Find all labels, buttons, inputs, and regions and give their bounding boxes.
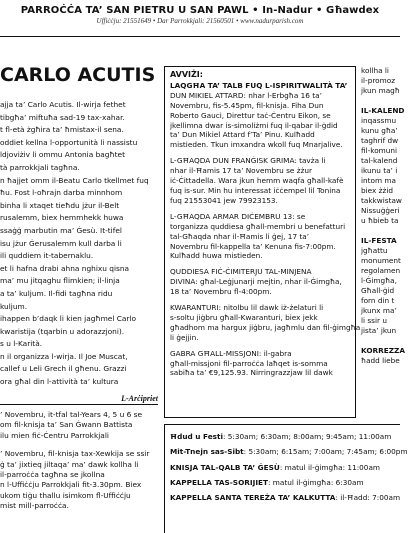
article-line: ma’ mu jitqaghu flimkien; il-linja — [0, 276, 120, 286]
notice-line: Novembru, fis-5.45pm, fil-knisja. Fiha Dun — [170, 100, 324, 110]
notice-line: mist mill-parroċċa. — [0, 501, 69, 511]
notice-line: 18 ta’ Novembru fl-4:00pm. — [170, 287, 272, 297]
notices-heading: AVVIŻI: — [170, 70, 203, 79]
right-line: monument — [361, 256, 401, 265]
article-line: ħu. Fost l-oħrajn darba minnhom — [0, 188, 123, 198]
right-line: ħadd liebe — [361, 356, 400, 365]
right-line: u ħbieb ta — [361, 216, 399, 225]
mass-row — [170, 444, 408, 459]
right-line: jgħattu — [361, 246, 388, 255]
right-line: KORREZZA — [361, 346, 405, 355]
notice-line: għadhom ma hargux jiġbru, jagħmlu dan fil-ġimgħa — [170, 322, 361, 332]
notice-line: ġ ta’ jixtieq jiltaqa’ ma’ dawk kollha li — [0, 459, 139, 469]
notice-line: ilu mien fiċ-Ċentru Parrokkjali — [0, 430, 109, 440]
notice-line: il-parroċċa tagħna se jkollna — [0, 470, 105, 480]
article-line: tibgħa’ miftuħa sad-19 tax-xahar. — [0, 112, 125, 122]
article-line: t fl-età żgħira ta’ ħmistax-il sena. — [0, 125, 124, 135]
right-line: takkwistaw — [361, 196, 402, 205]
column-rule — [0, 404, 158, 405]
mass-times: : matul il-ġimgħa: 11:00am — [279, 462, 381, 472]
mass-times: : 5:30am; 6:30am; 8:00am; 9:45am; 11:00am — [223, 432, 392, 441]
right-line: li ssir u — [361, 316, 387, 325]
mass-row — [170, 475, 400, 490]
article-title: CARLO ACUTIS — [0, 64, 156, 86]
right-line: il-promoz — [361, 76, 396, 85]
notice-line: L-GĦAQDA DUN FRANĠISK GRIMA: tavża li — [170, 156, 326, 166]
notice-line: ta’ Dun Mikiel Attard f’Ta’ Pinu. Kulħadd — [170, 130, 315, 140]
mass-label: Mit-Tnejn sas-Sibt — [170, 447, 244, 457]
notice-line: iċ-Ċittadella. Wara jkun hemm waqfa għall-kafè — [170, 176, 344, 186]
notice-line: QUDDIESA FIĊ-ĊIMITERJU TAL-MINJENA — [170, 267, 312, 277]
right-line: taghrif dw — [361, 136, 399, 145]
notice-line: ukom tiġu thallu isimkom fl-Uffiċċju — [0, 490, 131, 500]
right-line: Għall-ġid — [361, 286, 395, 295]
right-line: jkunx ma’ — [361, 306, 397, 315]
mass-times: : 5:30am; 6:15am; 7:00am; 7:45am; 6:00pm — [243, 447, 408, 457]
notice-line: L-GĦAQDA ARMAR DIĊEMBRU 13: se — [170, 211, 306, 221]
article-line: callef u Leli Grech il għenu. Grazzi — [0, 364, 127, 374]
article-line: ajja ta’ Carlo Acutis. Il-wirja fethet — [0, 100, 126, 109]
header-rule — [0, 36, 400, 37]
mass-label: KAPPELLA TAS-SORIJIET — [170, 477, 268, 487]
right-line: kollha li — [361, 66, 389, 75]
mass-row — [170, 429, 400, 444]
notice-item — [170, 156, 350, 206]
notice-line: Kulħadd huwa mistieden. — [170, 251, 263, 261]
article-line: ora għal din l-attività ta’ kultura — [0, 377, 119, 387]
right-line: kunu għa’ — [361, 126, 398, 135]
article-line: ili quddiem it-tabernaklu. — [0, 251, 94, 261]
article-line: s u l-Karità. — [0, 339, 43, 349]
notice-item — [170, 303, 361, 343]
notice-line: nhar il-Ħamis 17 ta’ Novembru se żżur — [170, 166, 313, 176]
notice-line: ’ Novembru, it-tfal tal-Years 4, 5 u 6 se — [0, 410, 143, 419]
mass-label: Ħdud u Festi — [170, 432, 223, 441]
article-line: kwaristija (tqarbin u adorazzjoni). — [0, 326, 125, 336]
newsletter-header — [0, 0, 400, 34]
right-line: l-Ġimgħa, — [361, 276, 397, 285]
notice-line: fuq 21553041 jew 79923153. — [170, 195, 278, 205]
notice-line: DIVINA: għal-Leġjunarji mejtin, nhar il-Ġimgħa, — [170, 277, 342, 287]
notice-line: DUN MIKIEL ATTARD: nhar l-Erbgħa 16 ta’ — [170, 90, 322, 100]
right-line: IL-FESTA — [361, 236, 397, 245]
notice-item — [170, 81, 350, 150]
notice-line: jkellimna dwar is-simoliżmi fuq il-qabar il-ġdid — [170, 120, 338, 130]
article-line: ihappen b’daqk li kien jagħmel Carlo — [0, 314, 137, 324]
notice-item — [170, 212, 350, 262]
notice-line: KWARANTURI: nitolbu lil dawk iż-żelaturi li — [170, 303, 324, 313]
right-line: jista’ jkun — [361, 326, 397, 335]
article-line: rusalemm, biex hemmhekk huwa — [0, 213, 124, 223]
notices-box — [164, 66, 361, 418]
notice-line: tal-Għaqda nhar il-Ħamis li ġej, 17 ta’ — [170, 231, 310, 241]
notices-column — [0, 410, 158, 520]
notice-line: ’ Novembru, fil-knisja tax-Xewkija se ssir — [0, 449, 150, 459]
mass-times-box — [164, 424, 408, 533]
right-line — [361, 336, 400, 346]
article-signature: L-Arċipriet — [121, 394, 158, 403]
notice-line: għall-missjoni fil-parroċċa laħqet is-somma — [170, 358, 328, 368]
article-column — [0, 64, 158, 404]
right-line: regolamen — [361, 266, 401, 275]
right-line: fil-komuni — [361, 146, 398, 155]
notice-line: torganizza quddiesa għall-membri u benefatturi — [170, 221, 346, 231]
notice-line: mistieden. Tkun imxandra wkoll fuq Mnarjalive. — [170, 140, 343, 150]
mass-times: : il-Ħadd: 7:00am — [335, 493, 401, 503]
notice-line: Novembru fil-kappella ta’ Kenuna fis-7:00pm. — [170, 241, 336, 251]
article-line: oddiet kellna l-opportunità li nassistu — [0, 137, 138, 147]
mass-row — [170, 490, 400, 505]
notice-item — [170, 267, 350, 297]
article-line: ssaġġ marbutin ma’ Ġesù. It-tifel — [0, 225, 122, 235]
article-line: isu jżur Ġerusalemm kull darba li — [0, 238, 122, 248]
right-line: intom ma — [361, 176, 396, 185]
right-line — [361, 226, 400, 236]
article-line: binha li xtaqet tieħdu jżur il-Belt — [0, 200, 120, 210]
article-line: kuljum. — [0, 301, 28, 311]
right-line: Nissuġġeri — [361, 206, 400, 215]
notice-line: li ġejjin. — [170, 332, 199, 342]
notice-line: LAQGĦA TA’ TALB FUQ L-ISPIRITWALITÀ TA’ — [170, 80, 348, 90]
article-line: et li hafna drabi ahna nghixu qisna — [0, 263, 130, 273]
right-line: biex żżid — [361, 186, 393, 195]
mass-times: : matul il-ġimgħa: 6:30am — [268, 477, 364, 487]
notice-line: sabiħa ta’ €9,125.93. Nirringrazzjaw lil dawk — [170, 368, 333, 378]
notice-line: om fil-knisja ta’ San Ġwann Battista — [0, 420, 133, 430]
right-column — [361, 66, 405, 416]
article-line: a ta’ kuljum. Il-fidi tagħna ridu — [0, 288, 113, 298]
article-line: ldjoviżiv li ommu Antonia bagħtet — [0, 150, 125, 160]
right-line: tal-kalend — [361, 156, 398, 165]
notice-line: Roberto Gauci, Direttur taċ-Ċentru Eikon, se — [170, 110, 331, 120]
mass-label: KNISJA TAL-QALB TA’ ĠESÙ — [170, 462, 280, 472]
right-line: jkun magħ — [361, 86, 400, 95]
parish-contact: Uffiċċju: 21551649 • Dar Parrokkjali: 21560501 • www.nadurparish.com — [96, 17, 304, 25]
right-line — [361, 96, 400, 106]
article-line: n il organizza l-wirja. Il Joe Muscat, — [0, 351, 128, 361]
notice-line: GABRA GĦALL-MISSJONI: il-gabra — [170, 348, 292, 358]
mass-label: KAPPELLA SANTA TEREŻA TA’ KALKUTTA — [170, 493, 336, 503]
notice-line: s-soltu jiġbru għall-Kwaranturi, biex jekk — [170, 312, 318, 322]
parish-title: PARROĊĊA TA’ SAN PIETRU U SAN PAWL • In-Nadur • Għawdex — [20, 5, 380, 16]
right-line: forn din t — [361, 296, 395, 305]
notice-item — [170, 349, 350, 379]
article-body — [0, 100, 158, 390]
right-line: inqassmu — [361, 116, 397, 125]
right-line: IL-KALEND — [361, 106, 405, 115]
article-line: tà parrokkjali tagħna. — [0, 162, 80, 172]
mass-row — [170, 460, 400, 475]
article-line: n ħajjet omm il-Beatu Carlo tkellmet fuq — [0, 175, 149, 185]
right-line: ikunu ta’ i — [361, 166, 398, 175]
notice-line: n l-Uffiċċju Parrokkjali fit-3.30pm. Biex — [0, 480, 142, 490]
notice-line: fuq is-sur. Min hu interessat iċċempel lil Tonina — [170, 185, 341, 195]
